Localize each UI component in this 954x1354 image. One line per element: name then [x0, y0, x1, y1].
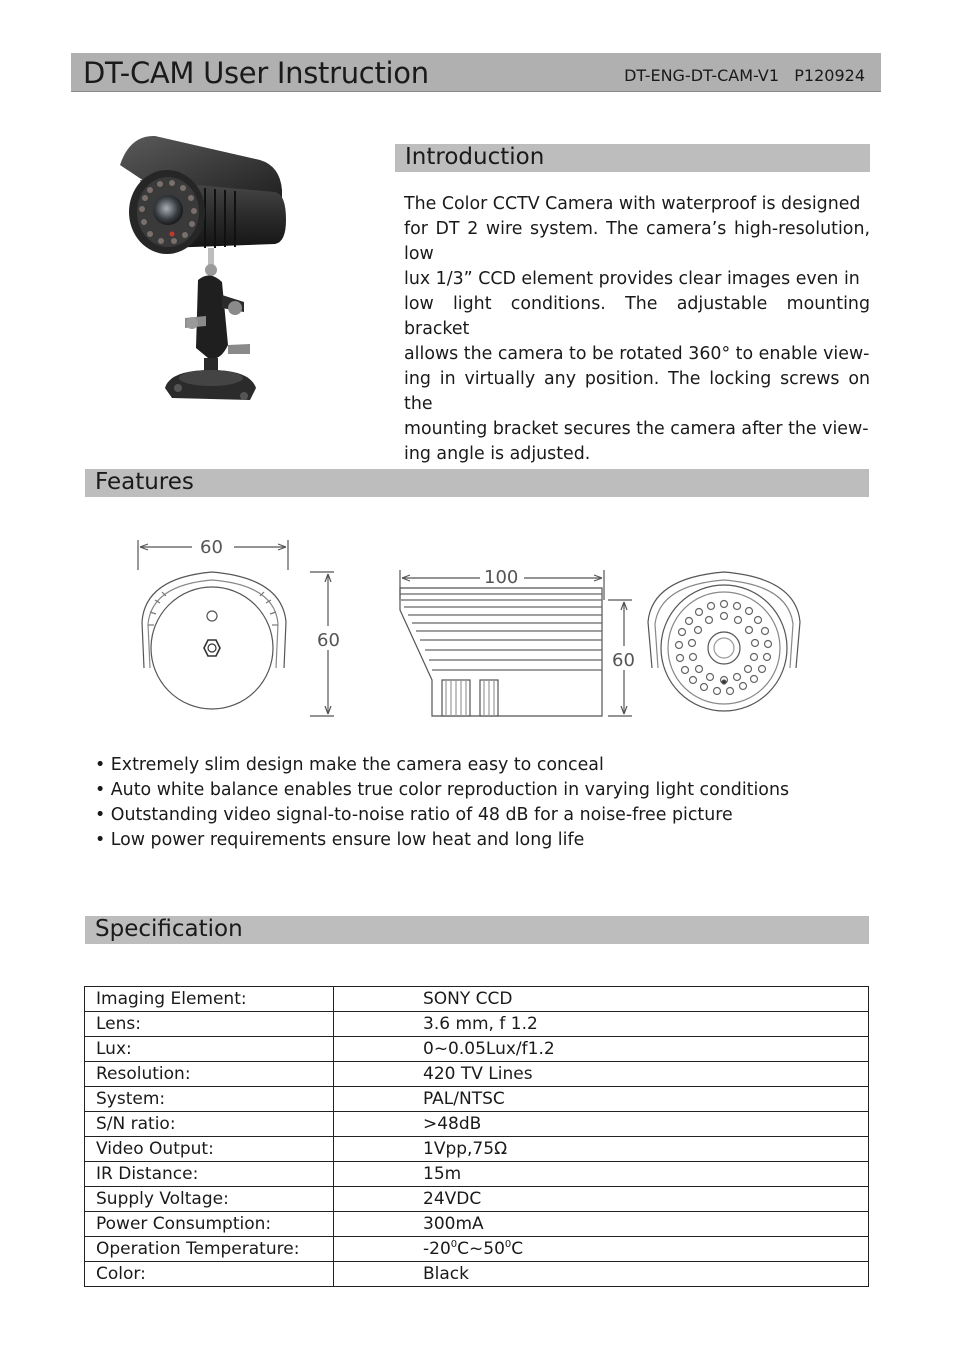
front-width-label: 60: [200, 537, 223, 558]
temp-min: -20: [423, 1239, 451, 1259]
spec-value: 1Vpp,75Ω: [334, 1137, 869, 1162]
spec-label: System:: [85, 1087, 334, 1112]
introduction-heading-bar: [395, 144, 870, 172]
intro-line: low light conditions. The adjustable mounting bracket: [404, 294, 870, 339]
spec-label: Video Output:: [85, 1137, 334, 1162]
spec-value: SONY CCD: [334, 987, 869, 1012]
document-header: [71, 53, 881, 92]
intro-line: lux 1/3” CCD element provides clear images even in: [404, 269, 860, 289]
intro-line: The Color CCTV Camera with waterproof is designed: [404, 194, 861, 214]
spec-value: 300mA: [334, 1212, 869, 1237]
spec-value: 0~0.05Lux/f1.2: [334, 1037, 869, 1062]
document-code: DT-ENG-DT-CAM-V1 P120924: [624, 66, 865, 85]
table-row: [85, 1112, 869, 1137]
spec-value-temperature: [334, 1237, 869, 1262]
feature-item: • Extremely slim design make the camera easy to conceal: [95, 755, 604, 775]
spec-value: Black: [334, 1262, 869, 1287]
side-height-label: 60: [612, 650, 635, 671]
feature-item: • Low power requirements ensure low heat and long life: [95, 830, 585, 850]
spec-value: 420 TV Lines: [334, 1062, 869, 1087]
dimension-drawing: [120, 530, 840, 740]
table-row: [85, 1262, 869, 1287]
feature-item: • Auto white balance enables true color reproduction in varying light conditions: [95, 780, 790, 800]
camera-product-image: [110, 130, 310, 415]
table-row: [85, 1037, 869, 1062]
table-row: [85, 1162, 869, 1187]
spec-label: Lens:: [85, 1012, 334, 1037]
intro-line: ing in virtually any position. The locking screws on the: [404, 369, 870, 414]
spec-value: 24VDC: [334, 1187, 869, 1212]
degree-sup: 0: [450, 1239, 458, 1250]
table-row: [85, 1012, 869, 1037]
introduction-paragraph: [404, 192, 870, 467]
spec-label: Operation Temperature:: [85, 1237, 334, 1262]
spec-label: Color:: [85, 1262, 334, 1287]
feature-item: • Outstanding video signal-to-noise ratio of 48 dB for a noise-free picture: [95, 805, 733, 825]
spec-label: Lux:: [85, 1037, 334, 1062]
spec-value: >48dB: [334, 1112, 869, 1137]
temp-range-sep: C~50: [457, 1239, 505, 1259]
intro-line: ing angle is adjusted.: [404, 444, 591, 464]
specification-heading-bar: [85, 916, 869, 944]
specification-heading: Specification: [95, 916, 243, 942]
table-row: [85, 1187, 869, 1212]
table-row: [85, 1212, 869, 1237]
front-height-label: 60: [317, 630, 340, 651]
table-row: [85, 1137, 869, 1162]
features-heading-bar: [85, 469, 869, 497]
spec-label: Resolution:: [85, 1062, 334, 1087]
intro-line: for DT 2 wire system. The camera’s high-resolution, low: [404, 219, 870, 264]
spec-label: IR Distance:: [85, 1162, 334, 1187]
spec-value: PAL/NTSC: [334, 1087, 869, 1112]
features-list: [95, 753, 789, 853]
table-row: [85, 1237, 869, 1262]
intro-line: allows the camera to be rotated 360° to enable view-: [404, 344, 870, 364]
spec-label: Supply Voltage:: [85, 1187, 334, 1212]
spec-label: Power Consumption:: [85, 1212, 334, 1237]
features-heading: Features: [95, 469, 194, 495]
specification-table: [84, 986, 869, 1287]
degree-sup: 0: [504, 1239, 512, 1250]
document-title: DT-CAM User Instruction: [83, 56, 429, 90]
introduction-heading: Introduction: [405, 144, 545, 170]
table-row: [85, 1062, 869, 1087]
spec-value: 15m: [334, 1162, 869, 1187]
side-length-label: 100: [484, 567, 519, 588]
temp-unit: C: [511, 1239, 524, 1259]
table-row: [85, 1087, 869, 1112]
table-row: [85, 987, 869, 1012]
spec-value: 3.6 mm, f 1.2: [334, 1012, 869, 1037]
spec-label: S/N ratio:: [85, 1112, 334, 1137]
intro-line: mounting bracket secures the camera after the view-: [404, 419, 869, 439]
spec-label: Imaging Element:: [85, 987, 334, 1012]
